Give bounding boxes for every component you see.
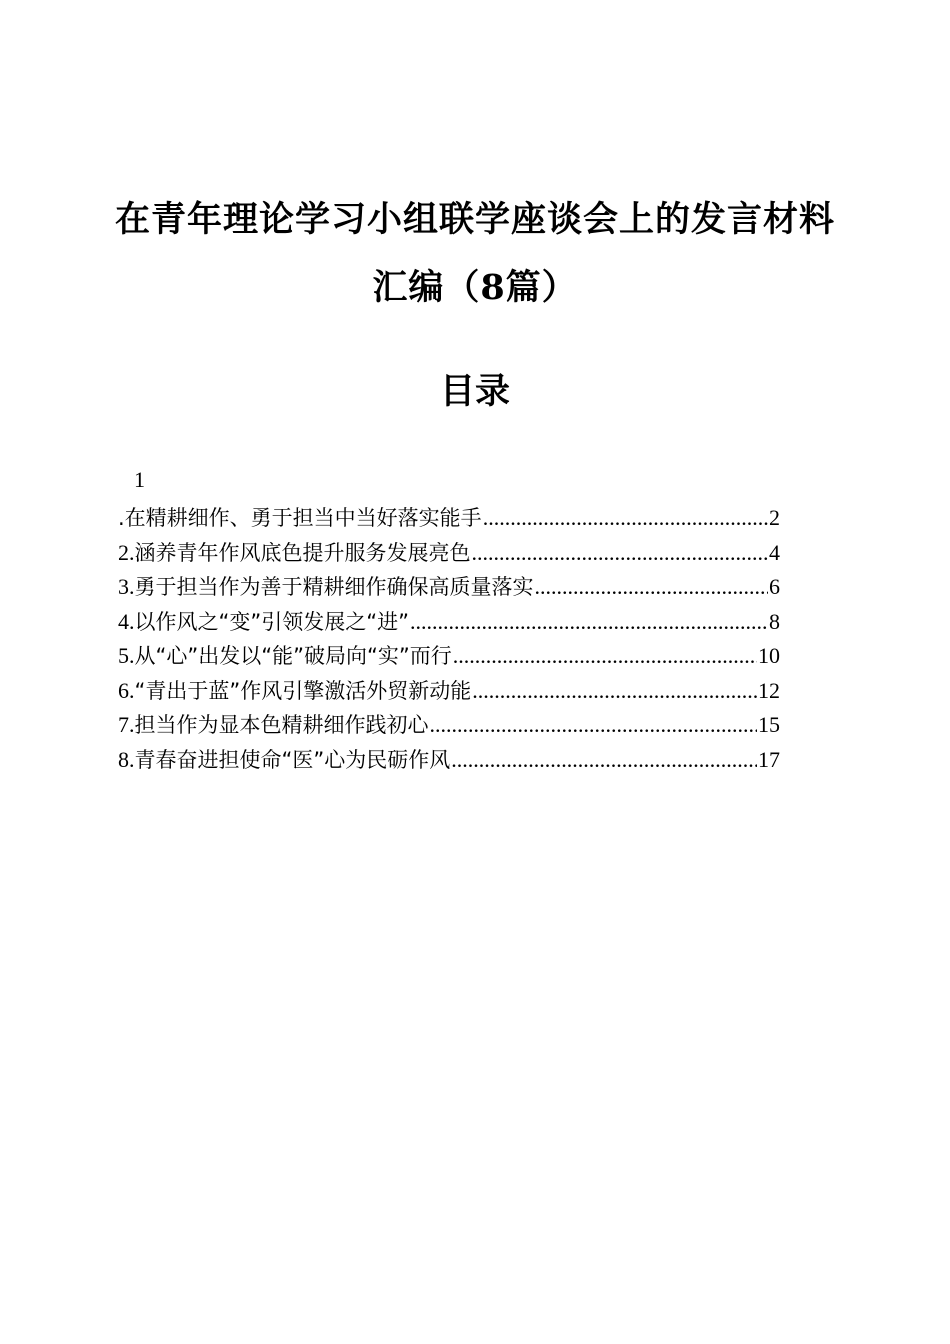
toc-leader-dots [430,709,758,741]
toc-entry-6[interactable] [118,675,780,707]
toc-leader-dots [472,675,757,707]
toc-entry-number: 6. [118,678,135,703]
toc-heading: 目录 [439,371,510,412]
toc-entry-7[interactable] [118,709,780,741]
toc-entry-title: .在精耕细作、勇于担当中当好落实能手 [118,506,482,530]
toc-entry-title: 担当作为显本色精耕细作践初心 [134,713,429,737]
toc-leader-dots [472,537,769,569]
toc-entry-page: 10 [758,643,780,668]
toc-entry-page: 2 [769,505,780,530]
toc-entry-page: 15 [758,712,780,737]
toc-entry-title: 青春奋进担使命“医”心为民砺作风 [134,748,451,772]
toc-entry-8[interactable] [118,744,780,776]
toc-entry-page: 4 [769,540,780,565]
toc-entry-number: 3. [118,574,135,599]
toc-leader-dots [483,502,768,534]
toc-entry-3[interactable] [118,571,780,603]
document-title-line-2: 汇编（8篇） [372,267,578,308]
toc-entry-title: 以作风之“变”引领发展之“进” [134,610,410,634]
toc-entry-number: 2. [118,540,135,565]
toc-leader-dots [410,606,768,638]
toc-entry-title: 勇于担当作为善于精耕细作确保高质量落实 [134,575,534,599]
toc-entry-1-number: 1 [134,467,145,492]
toc-entry-title: 涵养青年作风底色提升服务发展亮色 [134,541,471,565]
document-title-line-1: 在青年理论学习小组联学座谈会上的发言材料 [114,199,835,240]
toc-entry-page: 6 [769,574,780,599]
toc-entry-title: “青出于蓝”作风引擎激活外贸新动能 [134,679,472,703]
toc-entry-page: 17 [758,747,780,772]
toc-leader-dots [535,571,769,603]
toc-entry-number: 4. [118,609,135,634]
toc-entry-2[interactable] [118,537,780,569]
toc-entry-number: 5. [118,643,135,668]
toc-entry-number: 7. [118,712,135,737]
toc-entry-4[interactable] [118,606,780,638]
toc-entry-page: 12 [758,678,780,703]
toc-entry-number: 8. [118,747,135,772]
toc-entry-title: 从“心”出发以“能”破局向“实”而行 [134,644,452,668]
toc-leader-dots [453,640,757,672]
toc-entry-5[interactable] [118,640,780,672]
toc-entry-page: 8 [769,609,780,634]
toc-entry-1[interactable] [118,502,780,534]
toc-leader-dots [451,744,757,776]
